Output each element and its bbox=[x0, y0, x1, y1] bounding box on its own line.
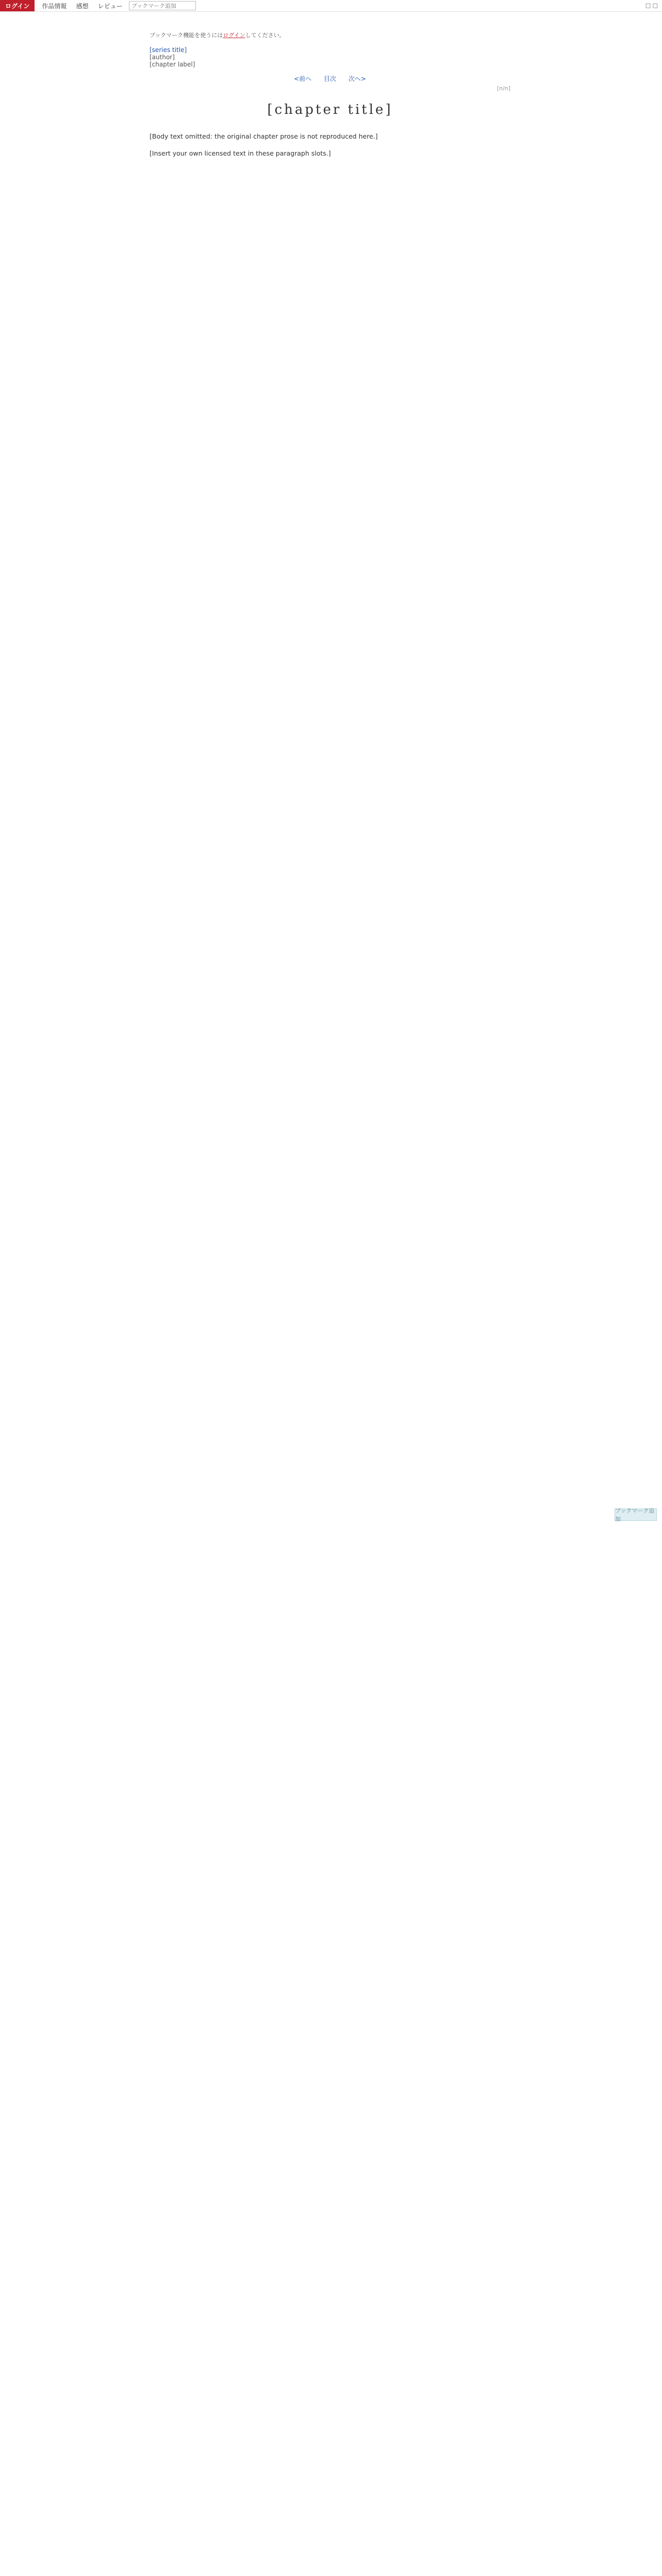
body-paragraph bbox=[150, 1070, 510, 1086]
body-paragraph bbox=[150, 328, 510, 344]
nav-reviews[interactable]: レビュー bbox=[97, 2, 123, 10]
body-paragraph bbox=[150, 421, 510, 436]
chapter-body bbox=[150, 132, 510, 1294]
login-notice bbox=[150, 31, 510, 39]
body-paragraph bbox=[150, 1209, 510, 1225]
body-paragraph bbox=[150, 745, 510, 761]
body-paragraph bbox=[150, 166, 510, 181]
pager bbox=[150, 74, 510, 83]
top-nav bbox=[35, 2, 122, 10]
prev-link[interactable]: <前へ bbox=[294, 75, 312, 82]
body-paragraph bbox=[150, 1047, 510, 1062]
body-paragraph bbox=[150, 815, 510, 831]
author-name: [author] bbox=[150, 54, 175, 61]
body-paragraph bbox=[150, 375, 510, 390]
body-paragraph bbox=[150, 189, 510, 205]
body-paragraph bbox=[150, 351, 510, 367]
body-paragraph bbox=[150, 490, 510, 506]
body-paragraph bbox=[150, 1116, 510, 1132]
body-paragraph bbox=[150, 861, 510, 877]
body-paragraph bbox=[150, 1256, 510, 1271]
chapter-label: [chapter label] bbox=[150, 61, 195, 68]
body-paragraph bbox=[150, 769, 510, 784]
notice-prefix: ブックマーク機能を使うには bbox=[150, 32, 223, 39]
body-paragraph bbox=[150, 908, 510, 923]
body-paragraph bbox=[150, 560, 510, 575]
body-paragraph bbox=[150, 699, 510, 715]
nav-impressions[interactable]: 感想 bbox=[76, 2, 89, 10]
top-bar bbox=[0, 0, 662, 12]
body-paragraph: [Insert your own licensed text in these paragraph slots.] bbox=[150, 149, 331, 157]
notice-suffix: してください。 bbox=[245, 32, 285, 39]
body-paragraph bbox=[150, 630, 510, 645]
body-paragraph bbox=[150, 676, 510, 691]
body-paragraph bbox=[150, 1279, 510, 1294]
body-paragraph bbox=[150, 514, 510, 529]
body-paragraph bbox=[150, 606, 510, 622]
chapter-title: [chapter title] bbox=[267, 102, 393, 117]
body-paragraph bbox=[150, 1232, 510, 1248]
page-counter: [n/n] bbox=[496, 85, 510, 92]
next-link[interactable]: 次へ> bbox=[348, 75, 366, 82]
body-paragraph: [Body text omitted: the original chapter prose is not reproduced here.] bbox=[150, 132, 378, 140]
body-paragraph bbox=[150, 282, 510, 297]
body-paragraph bbox=[150, 954, 510, 970]
body-paragraph bbox=[150, 977, 510, 993]
bookmark-button[interactable]: ブックマーク追加 bbox=[615, 1509, 657, 1521]
bookmark-add-input[interactable] bbox=[129, 1, 196, 10]
nav-work-info[interactable]: 作品情報 bbox=[42, 2, 67, 10]
body-paragraph bbox=[150, 305, 510, 320]
body-paragraph bbox=[150, 885, 510, 900]
body-paragraph bbox=[150, 259, 510, 274]
body-paragraph bbox=[150, 1024, 510, 1039]
body-paragraph bbox=[150, 235, 510, 251]
body-paragraph bbox=[150, 583, 510, 599]
body-paragraph bbox=[150, 931, 510, 946]
body-paragraph bbox=[150, 398, 510, 413]
body-paragraph bbox=[150, 537, 510, 552]
body-paragraph bbox=[150, 722, 510, 738]
body-paragraph bbox=[150, 792, 510, 807]
body-paragraph bbox=[150, 653, 510, 668]
top-right-icons[interactable]: □ □ bbox=[645, 2, 658, 9]
body-paragraph bbox=[150, 467, 510, 483]
body-paragraph bbox=[150, 1093, 510, 1109]
reading-column bbox=[150, 31, 510, 1302]
body-paragraph bbox=[150, 1001, 510, 1016]
notice-login-link[interactable]: ログイン bbox=[223, 32, 245, 39]
series-title[interactable]: [series title] bbox=[150, 46, 187, 54]
body-paragraph bbox=[150, 1163, 510, 1178]
login-button[interactable]: ログイン bbox=[0, 0, 35, 11]
body-paragraph bbox=[150, 444, 510, 460]
toc-link[interactable]: 目次 bbox=[323, 75, 336, 82]
body-paragraph bbox=[150, 1186, 510, 1201]
body-paragraph bbox=[150, 212, 510, 228]
body-paragraph bbox=[150, 838, 510, 854]
body-paragraph bbox=[150, 1140, 510, 1155]
